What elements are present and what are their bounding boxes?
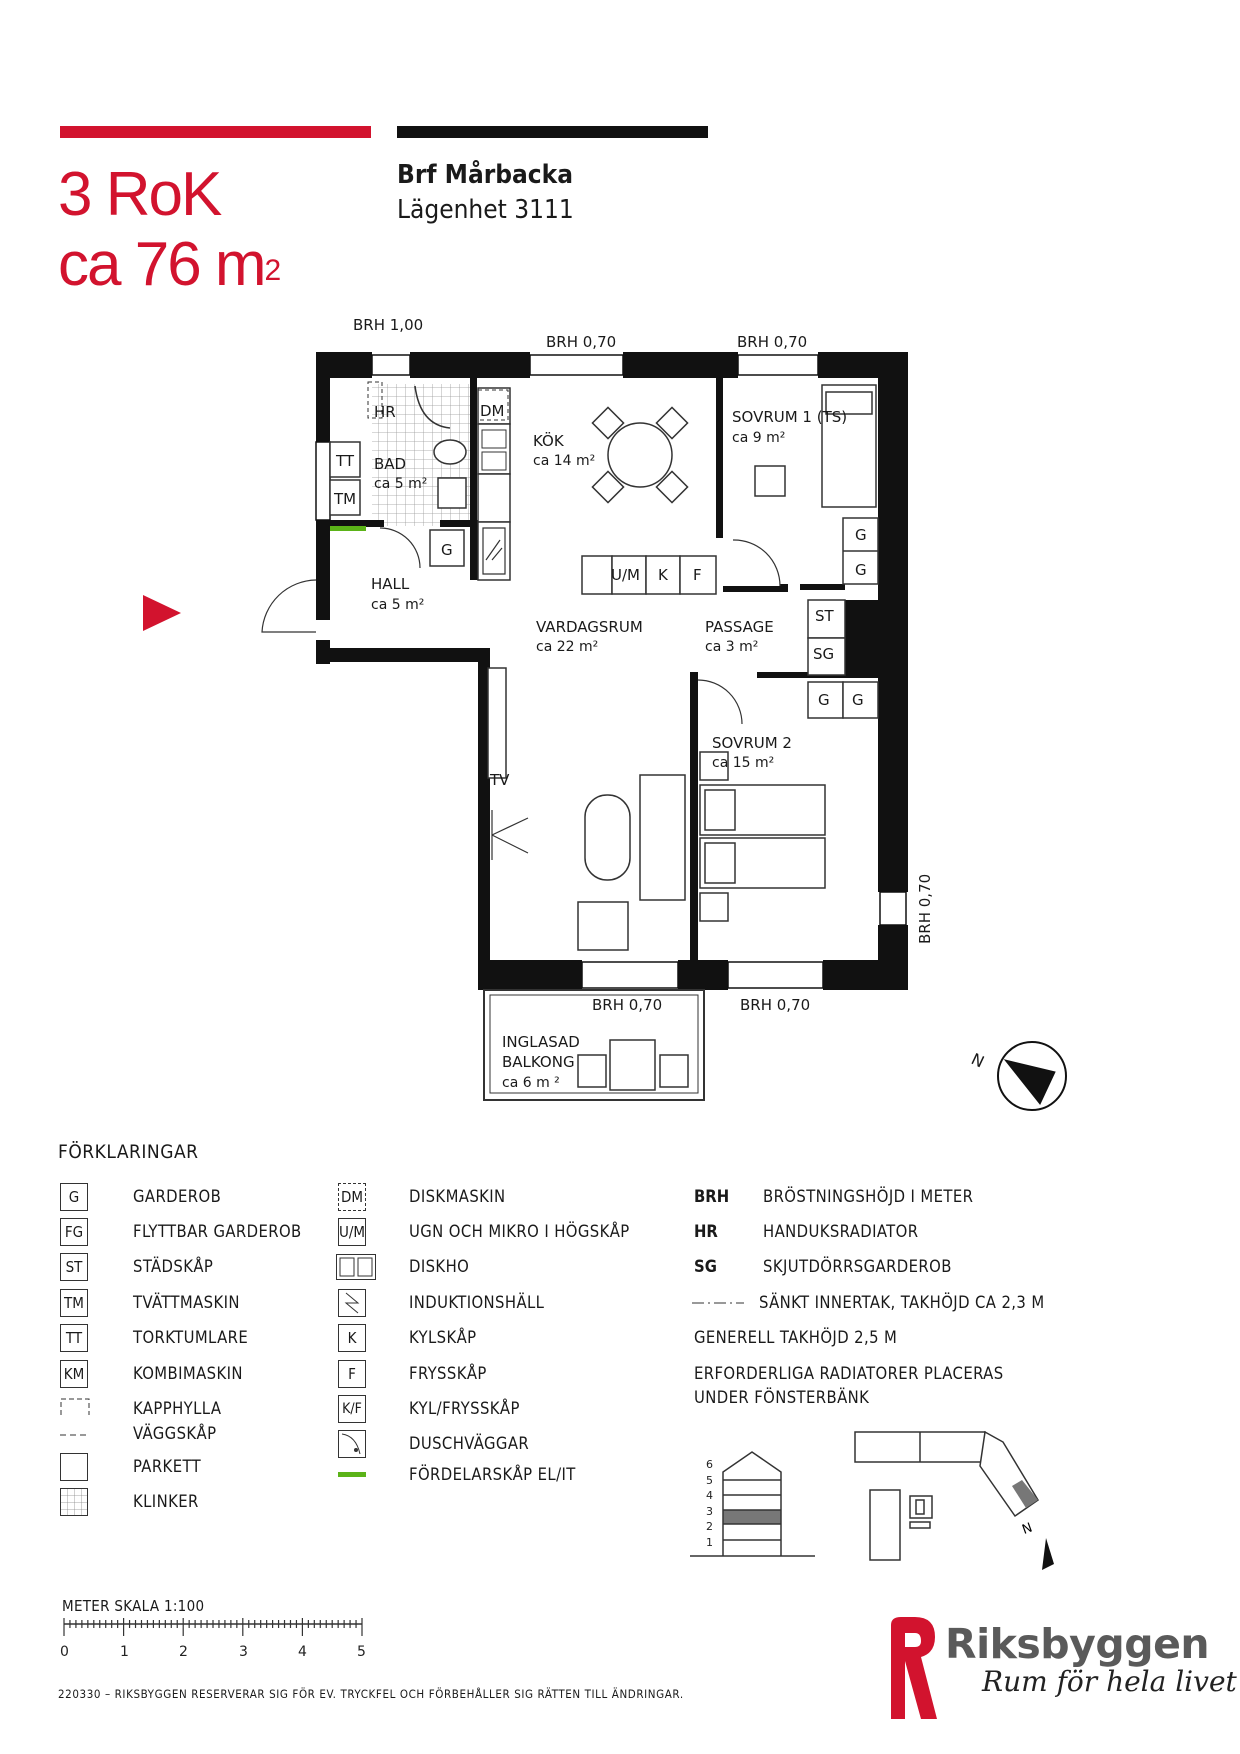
brh-label: BRH 1,00 xyxy=(353,316,424,334)
floor-number: 4 xyxy=(706,1489,713,1502)
g-label: G xyxy=(441,541,453,559)
compass-rose xyxy=(998,1042,1066,1110)
legend-abbr: SG xyxy=(694,1257,717,1276)
brh-label: BRH 0,70 xyxy=(737,333,808,351)
scale-tick: 0 xyxy=(60,1644,69,1660)
scale-tick: 4 xyxy=(298,1644,307,1660)
brh-label: BRH 0,70 xyxy=(592,996,663,1014)
legend-label: DISKHO xyxy=(409,1257,470,1276)
dm-label: DM xyxy=(480,402,505,420)
legend-label: PARKETT xyxy=(133,1457,202,1476)
association-name: Brf Mårbacka xyxy=(397,160,573,190)
kok-area: ca 14 m² xyxy=(533,453,596,469)
sovrum1-name: SOVRUM 1 (TS) xyxy=(732,408,848,426)
legend-label: HANDUKSRADIATOR xyxy=(763,1222,919,1241)
tv-label: TV xyxy=(490,771,510,789)
induction-hob-icon xyxy=(338,1289,366,1317)
legend-label: SKJUTDÖRRSGARDEROB xyxy=(763,1257,952,1276)
brand-tagline: Rum för hela livet xyxy=(982,1665,1237,1698)
room-type-title: 3 RoK xyxy=(58,160,221,229)
g-label: G xyxy=(818,691,830,709)
sovrum1-area: ca 9 m² xyxy=(732,430,786,446)
legend-label: STÄDSKÅP xyxy=(133,1257,214,1276)
coat-shelf-icon xyxy=(60,1398,90,1416)
brh-label: BRH 0,70 xyxy=(740,996,811,1014)
tt-label: TT xyxy=(336,452,355,470)
scale-tick: 2 xyxy=(179,1644,188,1660)
dining-table xyxy=(592,407,687,502)
radiator-note-1: ERFORDERLIGA RADIATORER PLACERAS xyxy=(694,1364,1004,1383)
g-label: G xyxy=(855,561,867,579)
shower-wall-icon xyxy=(338,1430,366,1458)
legend-label: GARDEROB xyxy=(133,1187,222,1206)
legend-box: TT xyxy=(60,1324,88,1352)
legend-box: FG xyxy=(60,1218,88,1246)
compass-n-label: N xyxy=(968,1049,988,1072)
beds-bedroom-2 xyxy=(700,752,825,921)
legend-box: DM xyxy=(338,1183,366,1211)
hr-label: HR xyxy=(374,403,396,421)
hall-name: HALL xyxy=(371,575,410,593)
tm-label: TM xyxy=(334,490,357,508)
site-plan xyxy=(850,1428,1065,1578)
tile-icon xyxy=(60,1488,88,1516)
general-height: GENERELL TAKHÖJD 2,5 M xyxy=(694,1328,898,1347)
legend-label: INDUKTIONSHÄLL xyxy=(409,1293,545,1312)
lowered-ceiling-line-icon xyxy=(692,1300,744,1306)
balkong-line1: INGLASAD xyxy=(502,1033,580,1051)
floor-number: 5 xyxy=(706,1474,713,1487)
legend-abbr: HR xyxy=(694,1222,718,1241)
legend-label: KLINKER xyxy=(133,1492,199,1511)
site-north-label: N xyxy=(1020,1520,1035,1538)
north-arrow-icon xyxy=(1042,1538,1054,1570)
k-label: K xyxy=(658,566,668,584)
um-label: U/M xyxy=(611,566,640,584)
legend-box: ST xyxy=(60,1253,88,1281)
footer-disclaimer: 220330 – RIKSBYGGEN RESERVERAR SIG FÖR EV. TRYCKFEL OCH FÖRBEHÅLLER SIG RÄTTEN TILL ÄNDRINGAR. xyxy=(58,1687,684,1701)
legend-label: DISKMASKIN xyxy=(409,1187,506,1206)
apartment-number: Lägenhet 3111 xyxy=(397,195,574,225)
sovrum2-area: ca 15 m² xyxy=(712,755,775,771)
ceiling-note: SÄNKT INNERTAK, TAKHÖJD CA 2,3 M xyxy=(759,1293,1045,1312)
area-value: ca 76 m xyxy=(58,230,265,299)
building-floor-diagram xyxy=(690,1448,820,1570)
parquet-icon xyxy=(60,1453,88,1481)
wall-cabinet-icon xyxy=(60,1432,90,1438)
scale-bar xyxy=(60,1618,370,1662)
scale-tick: 5 xyxy=(357,1644,366,1660)
scale-tick: 3 xyxy=(239,1644,248,1660)
legend-label: FÖRDELARSKÅP EL/IT xyxy=(409,1465,576,1484)
balkong-line2: BALKONG xyxy=(502,1053,575,1071)
balkong-area: ca 6 m ² xyxy=(502,1075,560,1091)
legend-box: U/M xyxy=(338,1218,366,1246)
legend-label: KOMBIMASKIN xyxy=(133,1364,243,1383)
hall-area: ca 5 m² xyxy=(371,597,425,613)
brand-name: Riksbyggen xyxy=(945,1620,1210,1668)
floor-number: 6 xyxy=(706,1458,713,1471)
sink-icon xyxy=(336,1254,376,1280)
living-room-furniture xyxy=(488,668,685,950)
floor-number: 1 xyxy=(706,1536,713,1549)
legend-label: KAPPHYLLA xyxy=(133,1399,222,1418)
bad-area: ca 5 m² xyxy=(374,476,428,492)
st-label: ST xyxy=(815,607,834,625)
scale-title: METER SKALA 1:100 xyxy=(62,1597,205,1615)
legend-label: VÄGGSKÅP xyxy=(133,1424,217,1443)
vardagsrum-name: VARDAGSRUM xyxy=(536,618,643,636)
radiator-note-2: UNDER FÖNSTERBÄNK xyxy=(694,1388,870,1407)
floor-number: 2 xyxy=(706,1520,713,1533)
legend-label: DUSCHVÄGGAR xyxy=(409,1434,530,1453)
sg-label: SG xyxy=(813,645,835,663)
legend-box: F xyxy=(338,1360,366,1388)
legend-box: K xyxy=(338,1324,366,1352)
f-label: F xyxy=(693,566,702,584)
passage-name: PASSAGE xyxy=(705,618,774,636)
legend-label: KYLSKÅP xyxy=(409,1328,477,1347)
floor-number: 3 xyxy=(706,1505,713,1518)
legend-box: TM xyxy=(60,1289,88,1317)
legend-box: G xyxy=(60,1183,88,1211)
legend-abbr: BRH xyxy=(694,1187,730,1206)
bad-name: BAD xyxy=(374,455,407,473)
g-label: G xyxy=(852,691,864,709)
brh-label: BRH 0,70 xyxy=(546,333,617,351)
legend-label: BRÖSTNINGSHÖJD I METER xyxy=(763,1187,974,1206)
vardagsrum-area: ca 22 m² xyxy=(536,639,599,655)
legend-box: K/F xyxy=(338,1395,366,1423)
g-label: G xyxy=(855,526,867,544)
area-sup: 2 xyxy=(264,254,282,287)
legend-label: FLYTTBAR GARDEROB xyxy=(133,1222,302,1241)
legend-label: TORKTUMLARE xyxy=(133,1328,249,1347)
kok-name: KÖK xyxy=(533,432,564,450)
legend-label: FRYSSKÅP xyxy=(409,1364,487,1383)
legend-label: TVÄTTMASKIN xyxy=(133,1293,240,1312)
legend-label: UGN OCH MIKRO I HÖGSKÅP xyxy=(409,1222,630,1241)
distribution-cabinet-icon xyxy=(338,1472,366,1477)
brh-label: BRH 0,70 xyxy=(916,873,934,944)
legend-title: FÖRKLARINGAR xyxy=(58,1141,199,1163)
passage-area: ca 3 m² xyxy=(705,639,759,655)
sovrum2-name: SOVRUM 2 xyxy=(712,734,792,752)
scale-tick: 1 xyxy=(120,1644,129,1660)
distribution-cabinet-el-it xyxy=(330,526,366,531)
legend-label: KYL/FRYSSKÅP xyxy=(409,1399,520,1418)
legend-box: KM xyxy=(60,1360,88,1388)
riksbyggen-logo-icon xyxy=(885,1615,943,1725)
